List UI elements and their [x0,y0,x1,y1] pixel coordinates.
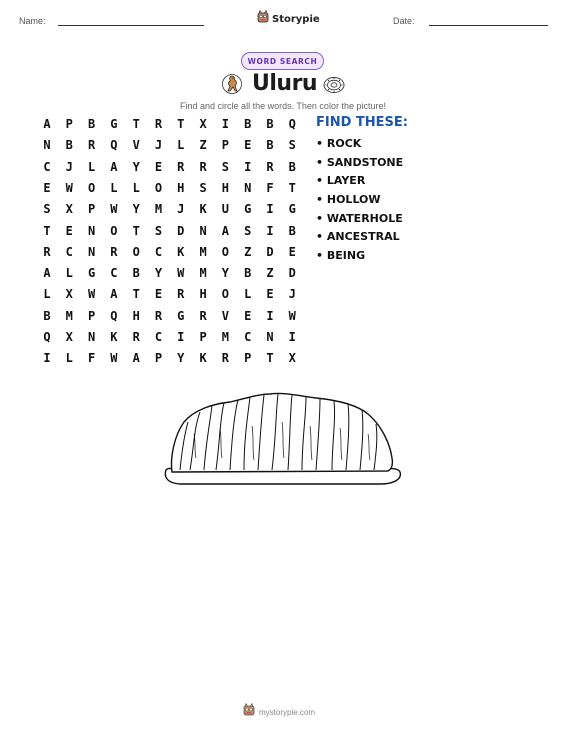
grid-letter[interactable]: A [110,287,118,302]
grid-letter[interactable]: K [199,351,207,366]
grid-letter[interactable]: N [87,330,96,344]
grid-letter[interactable]: Q [288,117,296,131]
grid-letter[interactable]: V [221,308,229,323]
grid-letter[interactable]: R [87,138,96,153]
grid-letter[interactable]: J [177,202,185,217]
grid-letter[interactable]: P [199,330,207,344]
grid-letter[interactable]: R [154,308,163,323]
word-search-badge: WORD SEARCH [241,52,324,70]
grid-letter[interactable]: M [199,266,207,281]
grid-letter[interactable]: G [87,266,96,281]
grid-letter[interactable]: Y [154,266,163,281]
uluru-rock-drawing [160,388,405,495]
grid-letter[interactable]: A [110,159,118,174]
grid-letter[interactable]: A [43,117,51,131]
grid-letter[interactable]: W [177,266,185,281]
grid-letter[interactable]: L [244,287,252,302]
grid-letter[interactable]: N [266,330,274,344]
grid-letter[interactable]: Y [132,159,140,174]
date-label: Date: [393,16,415,26]
grid-letter[interactable]: E [43,180,51,195]
grid-letter[interactable]: W [87,287,96,302]
grid-letter[interactable]: X [65,202,73,217]
word-list-item: • ANCESTRAL [316,230,403,249]
word-list-item: • WATERHOLE [316,212,403,231]
grid-letter[interactable]: O [221,287,229,302]
grid-letter[interactable]: Y [221,266,229,281]
grid-letter[interactable]: M [154,202,163,217]
name-line[interactable] [58,25,204,26]
grid-letter[interactable]: Z [199,138,207,153]
grid-letter[interactable]: P [87,202,96,217]
grid-letter[interactable]: C [154,330,163,344]
grid-letter[interactable]: D [177,223,185,238]
grid-letter[interactable]: I [266,202,274,217]
grid-letter[interactable]: R [110,244,118,259]
grid-letter[interactable]: M [221,330,229,344]
grid-letter[interactable]: T [132,287,140,302]
storypie-mascot-icon [257,10,269,28]
grid-letter[interactable]: A [132,351,140,366]
grid-letter[interactable]: W [110,202,118,217]
grid-letter[interactable]: Y [132,202,140,217]
grid-letter[interactable]: Q [110,138,118,153]
grid-letter[interactable]: T [266,351,274,366]
grid-letter[interactable]: R [199,308,207,323]
grid-letter[interactable]: V [132,138,140,153]
grid-letter[interactable]: H [221,180,229,195]
grid-letter[interactable]: L [132,180,140,195]
kangaroo-icon [222,72,242,101]
footer-url[interactable]: mystorypie.com [259,707,316,717]
storypie-mascot-icon [243,703,255,721]
grid-letter[interactable]: O [87,180,96,195]
grid-letter[interactable]: B [244,117,252,131]
grid-letter[interactable]: R [132,330,140,344]
grid-letter[interactable]: M [65,308,73,323]
grid-letter[interactable]: C [154,244,163,259]
grid-letter[interactable]: J [65,159,73,174]
grid-letter[interactable]: K [110,330,118,344]
grid-letter[interactable]: I [288,330,296,344]
grid-letter[interactable]: R [154,117,163,131]
grid-letter[interactable]: W [65,180,73,195]
grid-letter[interactable]: E [288,244,296,259]
grid-letter[interactable]: S [43,202,51,217]
grid-letter[interactable]: N [244,180,252,195]
grid-letter[interactable]: S [199,180,207,195]
grid-letter[interactable]: Q [43,330,51,344]
grid-letter[interactable]: B [288,159,296,174]
grid-letter[interactable]: O [132,244,140,259]
grid-letter[interactable]: W [110,351,118,366]
grid-letter[interactable]: P [221,138,229,153]
grid-letter[interactable]: G [110,117,118,131]
grid-letter[interactable]: R [177,287,185,302]
grid-letter[interactable]: B [65,138,73,153]
grid-letter[interactable]: S [154,223,163,238]
grid-letter[interactable]: G [244,202,252,217]
grid-letter[interactable]: E [65,223,73,238]
grid-letter[interactable]: A [221,223,229,238]
grid-letter[interactable]: E [266,287,274,302]
grid-letter[interactable]: N [43,138,51,153]
grid-letter[interactable]: B [244,266,252,281]
grid-letter[interactable]: Q [110,308,118,323]
grid-letter[interactable]: H [199,287,207,302]
grid-letter[interactable]: P [154,351,163,366]
grid-letter[interactable]: C [244,330,252,344]
footer [243,703,315,721]
grid-letter[interactable]: P [65,117,73,131]
grid-letter[interactable]: E [244,138,252,153]
grid-letter[interactable]: S [221,159,229,174]
grid-letter[interactable]: X [65,287,73,302]
grid-letter[interactable]: N [199,223,207,238]
grid-letter[interactable]: B [288,223,296,238]
grid-letter[interactable]: P [244,351,252,366]
find-these-heading: FIND THESE: [316,115,408,130]
grid-letter[interactable]: I [266,308,274,323]
grid-letter[interactable]: T [288,180,296,195]
grid-letter[interactable]: C [43,159,51,174]
word-list-item: • HOLLOW [316,193,403,212]
brand-logo [257,10,320,28]
grid-letter[interactable]: H [177,180,185,195]
grid-letter[interactable]: L [65,266,73,281]
grid-letter[interactable]: L [65,351,73,366]
grid-letter[interactable]: R [43,244,51,259]
grid-letter[interactable]: L [43,287,51,302]
grid-letter[interactable]: I [43,351,51,366]
date-line[interactable] [429,25,548,26]
grid-letter[interactable]: X [65,330,73,344]
grid-letter[interactable]: I [244,159,252,174]
grid-letter[interactable]: I [177,330,185,344]
grid-letter[interactable]: E [154,159,163,174]
grid-letter[interactable]: B [266,117,274,131]
word-list-item: • BEING [316,249,403,268]
grid-letter[interactable]: Y [177,351,185,366]
grid-letter[interactable]: G [288,202,296,217]
grid-letter[interactable]: L [110,180,118,195]
grid-letter[interactable]: L [177,138,185,153]
grid-letter[interactable]: T [177,117,185,131]
word-list-item: • LAYER [316,174,403,193]
grid-letter[interactable]: R [177,159,185,174]
grid-letter[interactable]: D [266,244,274,259]
grid-letter[interactable]: K [199,202,207,217]
word-list-item: • ROCK [316,137,403,156]
page-title: Uluru [252,71,318,96]
grid-letter[interactable]: C [110,266,118,281]
grid-letter[interactable]: X [199,117,207,131]
grid-letter[interactable]: B [87,117,96,131]
aboriginal-dot-circle-icon [323,76,345,99]
grid-letter[interactable]: Z [244,244,252,259]
grid-letter[interactable]: S [288,138,296,153]
grid-letter[interactable]: I [221,117,229,131]
grid-letter[interactable]: I [266,223,274,238]
grid-letter[interactable]: J [288,287,296,302]
grid-letter[interactable]: L [87,159,96,174]
grid-letter[interactable]: B [132,266,140,281]
grid-letter[interactable]: F [266,180,274,195]
grid-letter[interactable]: K [177,244,185,259]
grid-letter[interactable]: B [266,138,274,153]
grid-letter[interactable]: M [199,244,207,259]
word-list [316,137,403,268]
grid-letter[interactable]: C [65,244,73,259]
name-label: Name: [19,16,46,26]
grid-letter[interactable]: N [87,223,96,238]
grid-letter[interactable]: A [43,266,51,281]
brand-name: Storypie [272,13,320,25]
grid-letter[interactable]: F [87,351,96,366]
grid-letter[interactable]: N [87,244,96,259]
grid-letter[interactable]: E [244,308,252,323]
grid-letter[interactable]: O [154,180,163,195]
grid-letter[interactable]: B [43,308,51,323]
grid-letter[interactable]: E [154,287,163,302]
grid-letter[interactable]: T [43,223,51,238]
grid-letter[interactable]: Z [266,266,274,281]
grid-letter[interactable]: S [244,223,252,238]
word-list-item: • SANDSTONE [316,156,403,175]
grid-letter[interactable]: H [132,308,140,323]
grid-letter[interactable]: J [154,138,163,153]
grid-letter[interactable]: T [132,223,140,238]
grid-letter[interactable]: X [288,351,296,366]
instructions: Find and circle all the words. Then color the picture! [180,101,386,111]
grid-letter[interactable]: R [221,351,229,366]
grid-letter[interactable]: P [87,308,96,323]
grid-letter[interactable]: O [110,223,118,238]
grid-letter[interactable]: U [221,202,229,217]
grid-letter[interactable]: W [288,308,296,323]
grid-letter[interactable]: R [199,159,207,174]
grid-letter[interactable]: R [266,159,274,174]
grid-letter[interactable]: G [177,308,185,323]
grid-letter[interactable]: D [288,266,296,281]
grid-letter[interactable]: O [221,244,229,259]
grid-letter[interactable]: T [132,117,140,131]
